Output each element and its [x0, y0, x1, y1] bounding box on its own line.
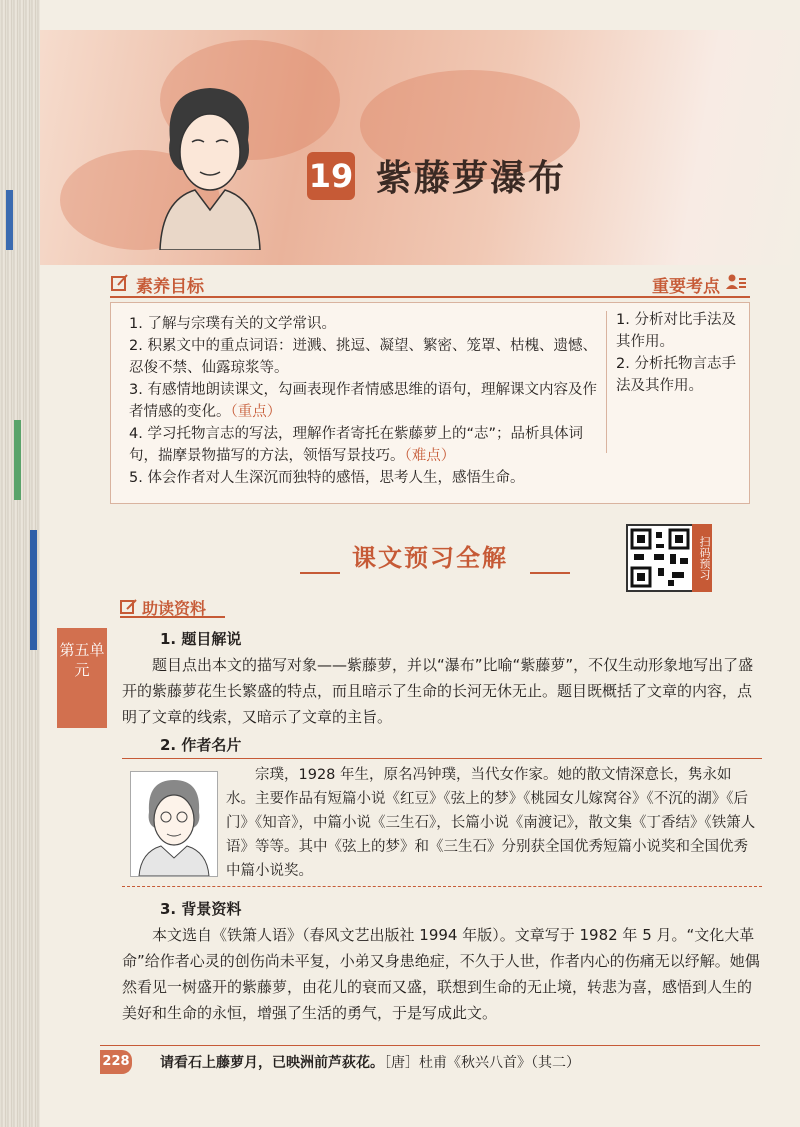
goal-tag: （重点）: [230, 404, 282, 420]
goal-text: 1. 了解与宗璞有关的文学常识。: [129, 316, 336, 332]
goal-text: 3. 有感情地朗读课文，勾画表现作者情感思维的语句，理解课文内容及作者情感的变化。: [129, 382, 597, 420]
goals-divider: [606, 311, 607, 453]
edit-icon: [120, 598, 138, 616]
goals-underline: [110, 296, 750, 298]
section-title: 课文预习全解: [352, 544, 508, 572]
goals-label: 素养目标: [136, 277, 204, 297]
key-points-list: [616, 309, 741, 397]
goal-item: [129, 467, 599, 489]
qr-code-icon[interactable]: [626, 524, 694, 592]
edit-icon: [110, 273, 130, 293]
edge-tab-blue-2: [30, 530, 37, 650]
author-portrait-illustration: [140, 80, 280, 250]
author-card: [122, 758, 762, 887]
author-photo: [130, 771, 218, 877]
goal-tag: （难点）: [404, 448, 456, 464]
quote-text: 请看石上藤萝月，已映洲前芦荻花。: [160, 1055, 384, 1071]
reading-label: 助读资料: [142, 599, 207, 618]
reading-underline: [120, 616, 225, 618]
topic-heading: 1. 题目解说: [160, 630, 242, 648]
goal-item: [129, 313, 599, 335]
section-line-left: [300, 572, 340, 574]
person-list-icon: [726, 273, 746, 291]
lesson-number-badge: 19: [307, 152, 355, 200]
unit-tab: 第五单元: [57, 628, 107, 728]
goal-item: [129, 379, 599, 423]
goal-text: 2. 积累文中的重点词语：迸溅、挑逗、凝望、繁密、笼罩、枯槐、遗憾、忍俊不禁、仙露琼浆等。: [129, 338, 597, 376]
key-point-item: 1. 分析对比手法及其作用。: [616, 312, 736, 350]
quote-citation: ［唐］杜甫《秋兴八首》（其二）: [384, 1055, 580, 1071]
goals-list: [129, 313, 599, 489]
edge-tab-green: [14, 420, 21, 500]
key-point-item: 2. 分析托物言志手法及其作用。: [616, 356, 736, 394]
author-heading: 2. 作者名片: [160, 736, 242, 754]
goals-header: [110, 268, 750, 296]
author-bio: 宗璞，1928 年生，原名冯钟璞，当代女作家。她的散文情深意长，隽永如水。主要作品有短篇小说《红豆》《弦上的梦》《桃园女儿嫁窝谷》《不沉的湖》《后门》《知音》，中篇小说《三生石》，长篇小说《南渡记》，散文集《丁香结》《铁箫人语》等等。其中《弦上的梦》和《三生石》分别获全国优秀短篇小说奖和全国优秀中篇小说奖。: [226, 767, 756, 879]
qr-label: 扫码预习: [692, 524, 712, 592]
goals-box: [110, 302, 750, 504]
edge-tab-blue: [6, 190, 13, 250]
section-line-right: [530, 572, 570, 574]
footer-line: [100, 1045, 760, 1046]
goal-item: [129, 335, 599, 379]
background-paragraph: 本文选自《铁箫人语》（春风文艺出版社 1994 年版）。文章写于 1982 年 5 月。“文化大革命”给作者心灵的创伤尚未平复，小弟又身患绝症，不久于人世，作者内心的伤痛无以纾解。她偶然看见一树盛开的紫藤萝，由花儿的衰而又盛，联想到生命的无止境，转悲为喜，感悟到人生的美好和生命的永恒，增强了生活的勇气，于是写成此文。: [122, 926, 760, 1022]
goal-text: 5. 体会作者对人生深沉而独特的感悟，思考人生，感悟生命。: [129, 470, 525, 486]
lesson-title: 紫藤萝瀑布: [376, 157, 567, 199]
goal-item: [129, 423, 599, 467]
key-points-label: 重要考点: [652, 277, 720, 297]
background-heading: 3. 背景资料: [160, 900, 242, 918]
footer-quote: [160, 1052, 580, 1072]
page-number: 228: [100, 1050, 132, 1074]
topic-paragraph: 题目点出本文的描写对象——紫藤萝，并以“瀑布”比喻“紫藤萝”，不仅生动形象地写出了盛开的紫藤萝花生长繁盛的特点，而且暗示了生命的长河无休无止。题目既概括了文章的内容，点明了文章的线索，又暗示了文章的主旨。: [122, 656, 754, 726]
goal-text: 4. 学习托物言志的写法，理解作者寄托在紫藤萝上的“志”；品析具体词句，揣摩景物描写的方法，领悟写景技巧。: [129, 426, 583, 464]
